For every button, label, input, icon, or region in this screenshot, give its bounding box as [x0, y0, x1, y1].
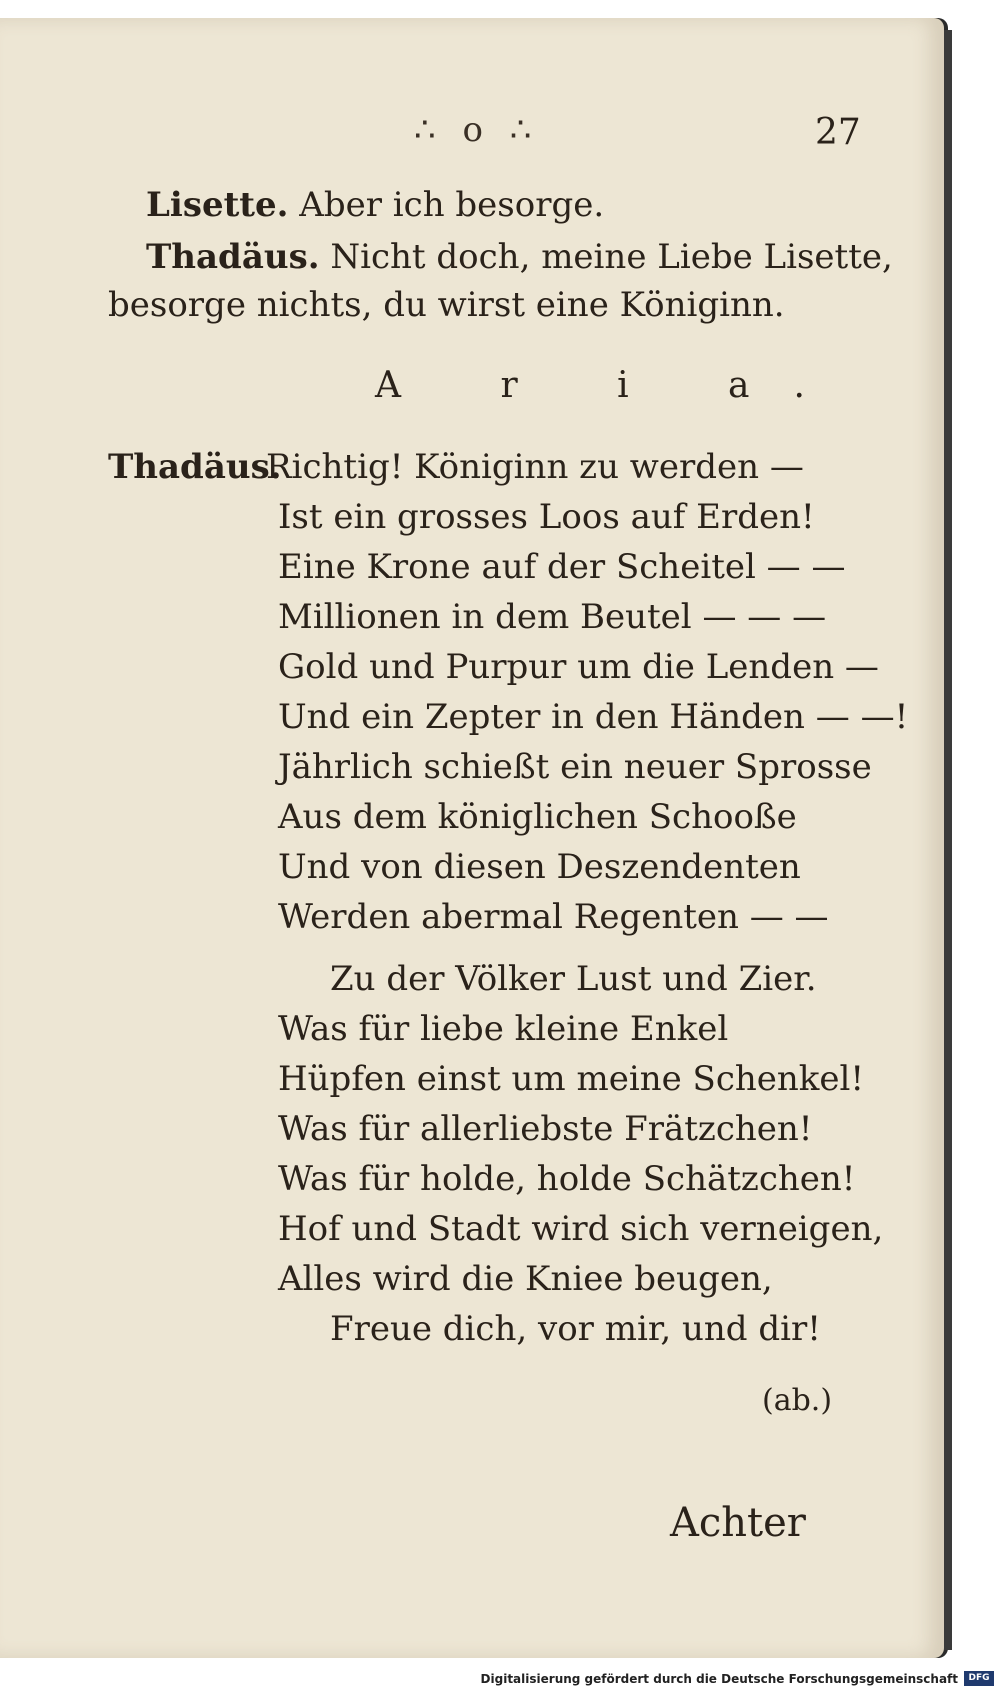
aria-line: Hüpfen einst um meine Schenkel! [278, 1059, 865, 1099]
aria-line: Was für holde, holde Schätzchen! [278, 1159, 856, 1199]
aria-line: Alles wird die Kniee beugen, [278, 1259, 773, 1299]
dialogue-line [146, 237, 893, 277]
aria-line: Ist ein grosses Loos auf Erden! [278, 497, 815, 537]
aria-line: Eine Krone auf der Scheitel — — [278, 547, 846, 587]
aria-line: Und von diesen Deszendenten [278, 847, 801, 887]
aria-line: Zu der Völker Lust und Zier. [330, 959, 817, 999]
aria-line: Hof und Stadt wird sich verneigen, [278, 1209, 884, 1249]
speaker-name: Lisette. [146, 185, 289, 225]
aria-line: Millionen in dem Beutel — — — [278, 597, 827, 637]
header-ornament: ∴ o ∴ [414, 110, 540, 150]
dialogue-text: besorge nichts, du wirst eine Königinn. [108, 285, 785, 325]
catchword: Achter [670, 1500, 806, 1546]
dialogue-text: Aber ich besorge. [288, 185, 605, 225]
aria-line: Aus dem königlichen Schooße [278, 797, 797, 837]
dialogue-line [146, 185, 605, 225]
dialogue-line [108, 285, 785, 325]
aria-line: Und ein Zepter in den Händen — —! [278, 697, 909, 737]
page-number: 27 [815, 112, 861, 153]
stage-direction: (ab.) [762, 1383, 833, 1418]
aria-line: Was für allerliebste Frätzchen! [278, 1109, 813, 1149]
speaker-name: Thadäus. [146, 237, 320, 277]
aria-line: Richtig! Königinn zu werden — [266, 447, 804, 487]
footer-credit: Digitalisierung gefördert durch die Deutsche Forschungsgemeinschaft [480, 1672, 958, 1686]
page-edge [944, 30, 952, 1650]
aria-line: Freue dich, vor mir, und dir! [330, 1309, 821, 1349]
aria-line: Werden abermal Regenten — — [278, 897, 829, 937]
dialogue-text: Nicht doch, meine Liebe Lisette, [319, 237, 893, 277]
dfg-logo: DFG [964, 1671, 994, 1686]
aria-speaker: Thadäus. [108, 447, 282, 487]
aria-line: Jährlich schießt ein neuer Sprosse [278, 747, 872, 787]
aria-line: Gold und Purpur um die Lenden — [278, 647, 879, 687]
aria-line: Was für liebe kleine Enkel [278, 1009, 729, 1049]
aria-heading: A r i a. [375, 365, 849, 406]
